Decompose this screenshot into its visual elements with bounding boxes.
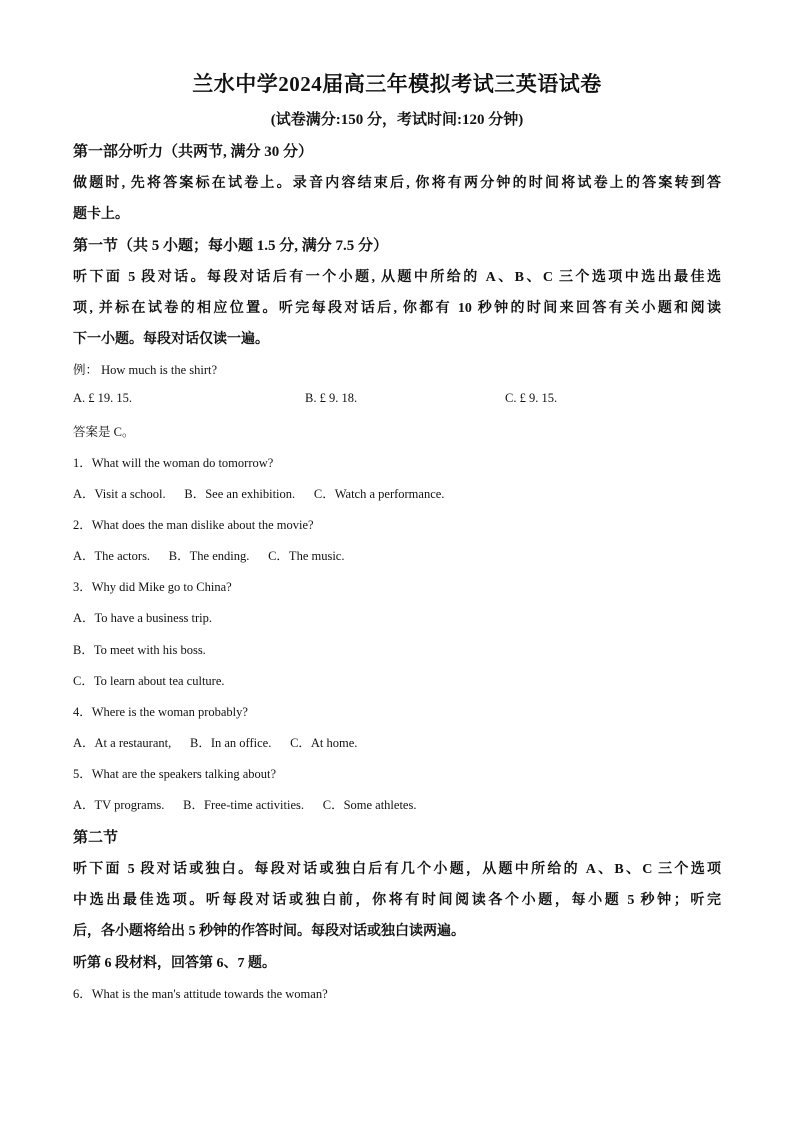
part1-instruction-line2: 题卡上。 — [73, 207, 129, 222]
question-3-option-a: A．To have a business trip. — [73, 611, 213, 625]
question-2-options: A．The actors. B．The ending. C．The music. — [73, 549, 345, 563]
question-3: 3．Why did Mike go to China? — [73, 580, 232, 594]
exam-title: 兰水中学2024届高三年模拟考试三英语试卷 — [192, 72, 602, 96]
part1-instruction-line1: 做题时, 先将答案标在试卷上。录音内容结束后, 你将有两分钟的时间将试卷上的答案转到答 — [73, 176, 721, 191]
question-1-options: A．Visit a school. B．See an exhibition. C．Watch a performance. — [73, 487, 445, 501]
question-4: 4．Where is the woman probably? — [73, 705, 248, 719]
section1-instruction-line3: 下一小题。每段对话仅读一遍。 — [73, 332, 269, 347]
section2-instruction-line2: 中选出最佳选项。听每段对话或独白前，你将有时间阅读各个小题，每小题 5 秒钟；听完 — [73, 893, 721, 908]
question-6: 6．What is the man's attitude towards the woman? — [73, 987, 328, 1001]
section2-material-note: 听第 6 段材料，回答第 6、7 题。 — [73, 956, 276, 971]
question-1: 1．What will the woman do tomorrow? — [73, 456, 274, 470]
section1-heading: 第一节（共 5 小题；每小题 1.5 分, 满分 7.5 分） — [73, 238, 389, 254]
example-prompt: 例： How much is the shirt? — [73, 363, 218, 377]
question-5-options: A．TV programs. B．Free-time activities. C．Some athletes. — [73, 798, 417, 812]
question-3-option-b: B．To meet with his boss. — [73, 643, 206, 657]
example-answer: 答案是 C。 — [73, 425, 135, 439]
question-4-options: A．At a restaurant, B．In an office. C．At home. — [73, 736, 358, 750]
question-5: 5．What are the speakers talking about? — [73, 767, 277, 781]
part1-heading: 第一部分听力（共两节, 满分 30 分） — [73, 144, 314, 160]
section2-heading: 第二节 — [73, 830, 119, 846]
example-option-a: A. £ 19. 15. — [73, 391, 133, 405]
example-option-c: C. £ 9. 15. — [505, 391, 558, 405]
example-option-b: B. £ 9. 18. — [305, 391, 358, 405]
section2-instruction-line3: 后，各小题将给出 5 秒钟的作答时间。每段对话或独白读两遍。 — [73, 924, 465, 939]
exam-subtitle: (试卷满分:150 分，考试时间:120 分钟) — [270, 112, 524, 128]
section1-instruction-line1: 听下面 5 段对话。每段对话后有一个小题, 从题中所给的 A、B、C 三个选项中选出最佳选 — [73, 270, 721, 285]
question-2: 2．What does the man dislike about the movie? — [73, 518, 314, 532]
section2-instruction-line1: 听下面 5 段对话或独白。每段对话或独白后有几个小题，从题中所给的 A、B、C 三个选项 — [73, 862, 721, 877]
section1-instruction-line2: 项, 并标在试卷的相应位置。听完每段对话后, 你都有 10 秒钟的时间来回答有关小题和阅读 — [73, 301, 721, 316]
question-3-option-c: C．To learn about tea culture. — [73, 674, 225, 688]
